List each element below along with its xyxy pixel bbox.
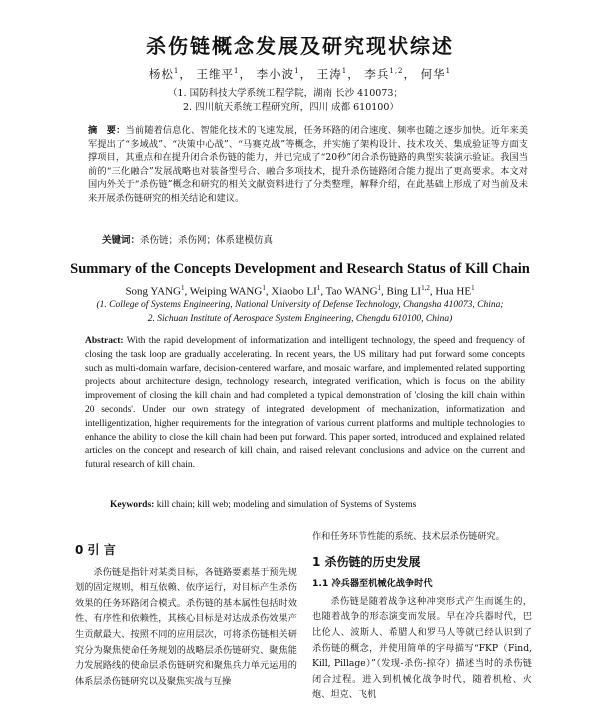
author-en: Bing LI [386,285,422,298]
author-zh: 何华 [420,67,446,81]
body-column-left [75,529,297,689]
abstract-zh [88,124,528,205]
keywords-zh-label: 关键词： [102,235,141,246]
author-sup: 1 [341,67,348,76]
subsection-heading: 1.1 冷兵器至机械化战争时代 [312,578,433,590]
keywords-en [110,500,550,510]
author-sup: 1 [180,284,185,292]
continued-text: 作和任务环节性能的系统、技术层杀伤链研究。 [312,531,505,542]
author-zh: 王维平 [196,67,234,81]
author-zh: 杨松 [148,67,174,81]
keywords-en-text: kill chain; kill web; modeling and simulation of Systems of Systems [156,500,417,510]
author-sup: 1,2 [389,67,404,76]
author-sup: 1,2 [421,284,430,292]
keywords-zh-text: 杀伤链；杀伤网；体系建模仿真 [140,235,274,246]
author-zh: 李小波 [256,67,295,81]
authors-en: Song YANG$^1$, Weiping WANG$^1$, Xiaobo $LI^1$, Tao WANG$^1$, Bing LI$^{1,2}$, Hua $HE^1$ [125,284,475,298]
section-history-text: 杀伤链是随着战争这种冲突形式产生而诞生的，也随着战争的形态演变而发展。早在冷兵器时代，巴比伦人、波斯人、希腊人和罗马人等就已经认识到了杀伤链的概念，并使用简单的字母描写“FKP（Find, Kill, Pillage）”（发现-杀伤-掠夺）描述当时的杀伤链闭合过程。进入到机械化战争时代，随着机枪、火炮、坦克、飞机 [312,595,532,701]
authors-zh: 杨松$^1$， 王维平$^1$， 李小波$^1$， 王涛$^1$， 李兵$^{1,2}$， 何华$^1$ [148,67,452,81]
author-sup: 1 [471,284,475,292]
affiliation-en-2: 2. Sichuan Institute of Aerospace System Engineering, Chengdu 610100, China) [147,314,453,324]
author-zh: 王涛 [316,67,342,81]
author-en: Xiaobo LI [271,285,317,298]
author-sup: 1 [316,284,321,292]
author-zh: 李兵 [364,67,390,81]
keywords-zh [102,232,522,246]
author-en: Hua HE [435,285,472,298]
affiliation-zh-2: 2. 四川航天系统工程研究所，四川 成都 610100） [183,102,399,113]
abstract-en-label: Abstract: [85,336,124,346]
affiliation-zh-1: （1. 国防科技大学系统工程学院，湖南 长沙 410073； [168,88,403,99]
author-sup: 1 [445,67,452,76]
abstract-zh-text: 当前随着信息化、智能化技术的飞速发展，任务环路的闭合速度、频率也随之逐步加快。近年来美军提出了“多域战”、“决策中心战”、“马赛克战”等概念，并实施了架构设计、技术攻关、集成验证等方面支撑项目，其重点和在提升闭合杀伤链的能力，并已完成了“20秒”闭合杀伤链路的典型实装演示验证。我国当前的“三化融合”发展战略也对装备型号合、融合多项技术，提升杀伤链路闭合能力提出了更高要求。本文对国内外关于“杀伤链”概念和研究的相关文献资料进行了分类整理，解释介绍，在此基础上形成了对当前及未来开展杀伤链研究的相关结论和建议。 [88,125,529,204]
abstract-en-text: With the rapid development of informatization and intelligent technology, the speed and frequency of closing the task loop are gradually accelerating. In recent years, the US military had put forward some concepts such as multi-domain warfare, decision-centered warfare, and mosaic warfare, and implemented related supporting projects about architecture design, technology research, integrated verification, which is focus on the ability improvement of closing the kill chain and had completed a typical demonstration of 'closing the kill chain within 20 seconds'. Under our own strategy of integrated development of mechanization, informatization and intelligentization, higher requirements for the integration of various current platforms and multiple technologies to enhance the ability to close the kill chain had been put forward. This paper sorted, introduced and explained related articles on the concept and research of kill chain, and raised relevant conclusions and advice on the current and futural research of kill chain. [85,336,525,471]
author-en: Song YANG [125,285,181,298]
abstract-zh-label: 摘 要： [88,125,126,136]
abstract-en [85,335,525,473]
keywords-en-label: Keywords: [110,500,155,510]
author-sup: 1 [294,67,300,76]
title-en: Summary of the Concepts Development and Research Status of Kill Chain [70,261,530,277]
body-column-right [312,529,532,703]
author-sup: 1 [233,67,240,76]
author-en: Weiping WANG [189,285,263,298]
section-heading-intro: 0 引 言 [75,543,116,557]
title-zh: 杀伤链概念发展及研究现状综述 [146,34,454,58]
author-en: Tao WANG [325,285,378,298]
section-intro-text: 杀伤链是指针对某类目标，各链路要素基于预先规划的固定规则，相互依赖、依序运行，对目标产生杀伤效果的任务环路闭合模式。杀伤链的基本属性包括时效性、有序性和依赖性，其核心目标是对达成杀伤效果产生贡献最大、按照不同的应用层次，可将杀伤链相关研究分为聚焦使命任务规划的战略层杀伤链研究、聚焦能力发展路线的使命层杀伤链研究和聚焦兵力单元运用的体系层杀伤链研究以及聚焦实战与互操 [75,566,297,687]
section-heading-history: 1 杀伤链的历史发展 [312,554,421,569]
affiliation-en-1: (1. College of Systems Engineering, National University of Defense Technology, Changsha 410073, China; [96,300,504,310]
author-sup: 1 [173,67,180,76]
author-sup: 1 [377,284,382,292]
author-sup: 1 [262,284,266,292]
